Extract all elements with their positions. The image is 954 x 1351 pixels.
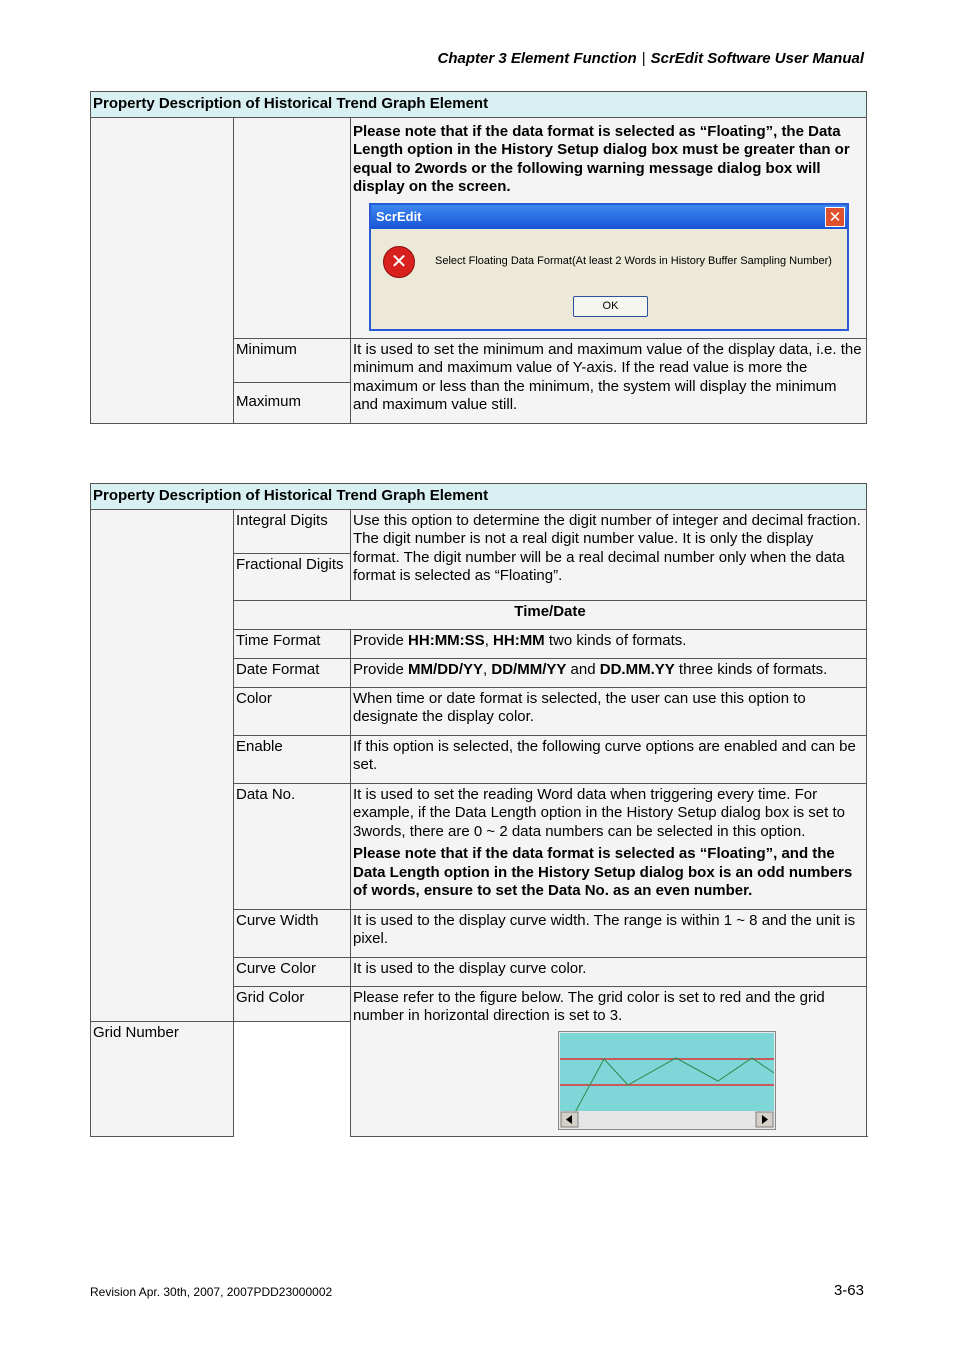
grid-description: Please refer to the figure below. The grid color is set to red and the grid number in horizontal direction is set to 3. <box>353 988 825 1024</box>
header-separator: | <box>641 50 646 67</box>
page-header <box>0 50 864 67</box>
grid-cell <box>351 986 867 1136</box>
digits-description: Use this option to determine the digit number of integer and decimal fraction. The digit number is not a real digit number value. It is only the display format. The digit number will be a real decimal number only when the data format is selected as “Floating”. <box>351 509 867 600</box>
grid-figure <box>558 1031 776 1130</box>
date-format-label: Date Format <box>234 658 351 687</box>
close-icon[interactable]: ✕ <box>825 207 845 227</box>
curve-color-description: It is used to the display curve color. <box>351 957 867 986</box>
data-no-cell <box>351 783 867 909</box>
data-no-note: Please note that if the data format is selected as “Floating”, and the Data Length option in the History Setup dialog box is an odd numbers of words, ensure to set the Data No. as an even number. <box>353 845 853 899</box>
table-title: Property Description of Historical Trend Graph Element <box>91 92 867 118</box>
curve-color-label: Curve Color <box>234 957 351 986</box>
warning-dialog <box>369 203 849 331</box>
floating-note-cell <box>351 117 867 338</box>
enable-label: Enable <box>234 735 351 783</box>
dialog-title: ScrEdit <box>371 205 847 229</box>
error-icon: ✕ <box>383 246 415 278</box>
scrollbar-track <box>560 1111 774 1128</box>
chapter-title: Chapter 3 Element Function <box>437 50 637 67</box>
data-no-label: Data No. <box>234 783 351 909</box>
manual-title: ScrEdit Software User Manual <box>650 50 864 67</box>
enable-description: If this option is selected, the following curve options are enabled and can be set. <box>351 735 867 783</box>
floating-note: Please note that if the data format is selected as “Floating”, the Data Length option in the History Setup dialog box must be greater than or equal to 2words or the following warning message dialog box will display on the screen. <box>353 122 850 195</box>
time-format-description: Provide HH:MM:SS, HH:MM two kinds of formats. <box>351 629 867 658</box>
minmax-description: It is used to set the minimum and maximum value of the display data, i.e. the minimum and maximum value of Y-axis. If the read value is more the maximum or less than the minimum, the system will display the minimum and maximum value still. <box>351 338 867 423</box>
date-format-description: Provide MM/DD/YY, DD/MM/YY and DD.MM.YY three kinds of formats. <box>351 658 867 687</box>
color-description: When time or date format is selected, the user can use this option to designate the display color. <box>351 687 867 735</box>
dialog-message: Select Floating Data Format(At least 2 Words in History Buffer Sampling Number) <box>435 254 832 267</box>
ok-button[interactable]: OK <box>573 296 648 317</box>
property-table-1 <box>90 91 867 424</box>
color-label: Color <box>234 687 351 735</box>
property-cell-empty <box>234 117 351 338</box>
graph-background <box>560 1033 774 1111</box>
maximum-label: Maximum <box>234 382 351 423</box>
trend-graph <box>560 1033 774 1128</box>
time-date-heading: Time/Date <box>234 600 867 629</box>
revision-text: Revision Apr. 30th, 2007, 2007PDD23000002 <box>90 1285 333 1299</box>
grid-number-label: Grid Number <box>91 1021 234 1136</box>
property-table-2 <box>90 483 867 1137</box>
curve-width-label: Curve Width <box>234 909 351 957</box>
minimum-label: Minimum <box>234 338 351 382</box>
data-no-description: It is used to set the reading Word data when triggering every time. For example, if the Data Length option in the History Setup dialog box is set to 3words, there are 0 ~ 2 data numbers can be selected in this option. <box>353 785 845 840</box>
category-cell-empty <box>91 509 234 1021</box>
integral-digits-label: Integral Digits <box>234 509 351 553</box>
table-title: Property Description of Historical Trend Graph Element <box>91 484 867 510</box>
category-cell-empty <box>91 117 234 423</box>
fractional-digits-label: Fractional Digits <box>234 553 351 600</box>
curve-width-description: It is used to the display curve width. The range is within 1 ~ 8 and the unit is pixel. <box>351 909 867 957</box>
page-number: 3-63 <box>833 1282 864 1299</box>
time-format-label: Time Format <box>234 629 351 658</box>
grid-color-label: Grid Color <box>234 986 351 1021</box>
